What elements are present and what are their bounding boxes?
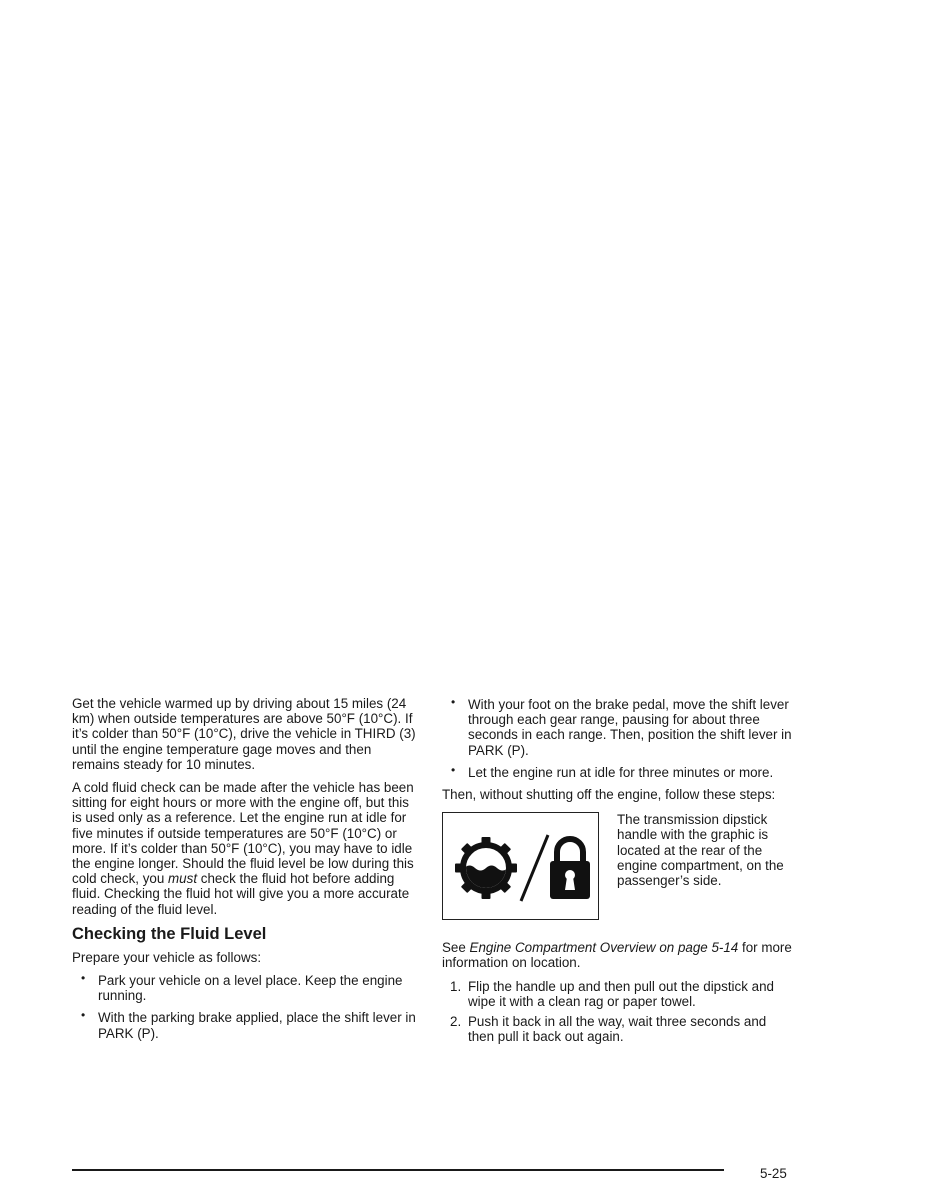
- list-item: [442, 1014, 792, 1044]
- list-item: [442, 979, 792, 1009]
- bullet-icon: •: [451, 762, 456, 777]
- see-text-2: for more information on location.: [442, 940, 792, 971]
- list-item: [442, 762, 792, 780]
- section-heading: Checking the Fluid Level: [72, 924, 267, 943]
- dipstick-graphic: [442, 812, 599, 920]
- see-text-1: See: [442, 940, 470, 956]
- list-item: [72, 1010, 417, 1040]
- page-number: 5-25: [760, 1166, 787, 1181]
- left-column: [72, 696, 417, 1048]
- step-text: Flip the handle up and then pull out the dipstick and wipe it with a clean rag or paper towel.: [468, 978, 774, 1009]
- cross-reference-link[interactable]: Engine Compartment Overview on page 5-14: [469, 940, 739, 956]
- cold-check-text-2: check the fluid hot before adding fluid. Checking the fluid hot will give you a more accurate reading of the fluid level.: [72, 871, 410, 917]
- step-text: Push it back in all the way, wait three seconds and then pull it back out again.: [468, 1014, 767, 1045]
- list-item-text: With the parking brake applied, place the shift lever in PARK (P).: [98, 1010, 416, 1041]
- cold-check-text-1: A cold fluid check can be made after the vehicle has been sitting for eight hours or more with the engine off, but this is used only as a reference. Let the engine run at idle for five minutes if outside temperatures are 50°F (10°C) or more. If it’s colder than 50°F (10°C), you may have to idle the engine longer. Should the fluid level be low during this cold check, you: [72, 780, 414, 887]
- list-item-text: With your foot on the brake pedal, move the shift lever through each gear range, pausing for about three seconds in each range. Then, position the shift lever in PARK (P).: [468, 697, 792, 758]
- warmup-paragraph: Get the vehicle warmed up by driving about 15 miles (24 km) when outside temperatures are above 50°F (10°C). If it’s colder than 50°F (10°C), drive the vehicle in THIRD (3) until the engine temperature gage moves and then remains steady for 10 minutes.: [72, 696, 416, 772]
- then-paragraph: Then, without shutting off the engine, follow these steps:: [442, 787, 776, 803]
- bullet-icon: •: [81, 971, 86, 986]
- bullet-icon: •: [451, 695, 456, 709]
- figure-caption: The transmission dipstick handle with the graphic is located at the rear of the engine compartment, on the passenger’s side.: [617, 812, 784, 889]
- prepare-list: [72, 973, 417, 1041]
- cold-check-emphasis: must: [168, 871, 198, 887]
- steps-list: [442, 979, 792, 1045]
- list-item-text: Park your vehicle on a level place. Keep the engine running.: [98, 973, 403, 1004]
- gear-icon: [455, 837, 517, 899]
- dipstick-symbol: [443, 813, 600, 921]
- bullet-icon: •: [81, 1008, 86, 1023]
- step-number: 1.: [450, 978, 462, 994]
- slash-mark: [521, 835, 548, 901]
- right-column: [442, 697, 792, 1049]
- list-item: [442, 697, 792, 758]
- dipstick-figure: [442, 812, 792, 920]
- see-reference: [442, 940, 792, 970]
- step-number: 2.: [450, 1014, 462, 1030]
- list-item: [72, 973, 417, 1003]
- prepare-intro: Prepare your vehicle as follows:: [72, 949, 262, 965]
- list-item-text: Let the engine run at idle for three minutes or more.: [468, 764, 774, 780]
- cold-check-paragraph: [72, 780, 417, 917]
- footer-rule: [72, 1169, 724, 1171]
- lock-icon: [550, 839, 590, 899]
- shift-list: [442, 697, 792, 780]
